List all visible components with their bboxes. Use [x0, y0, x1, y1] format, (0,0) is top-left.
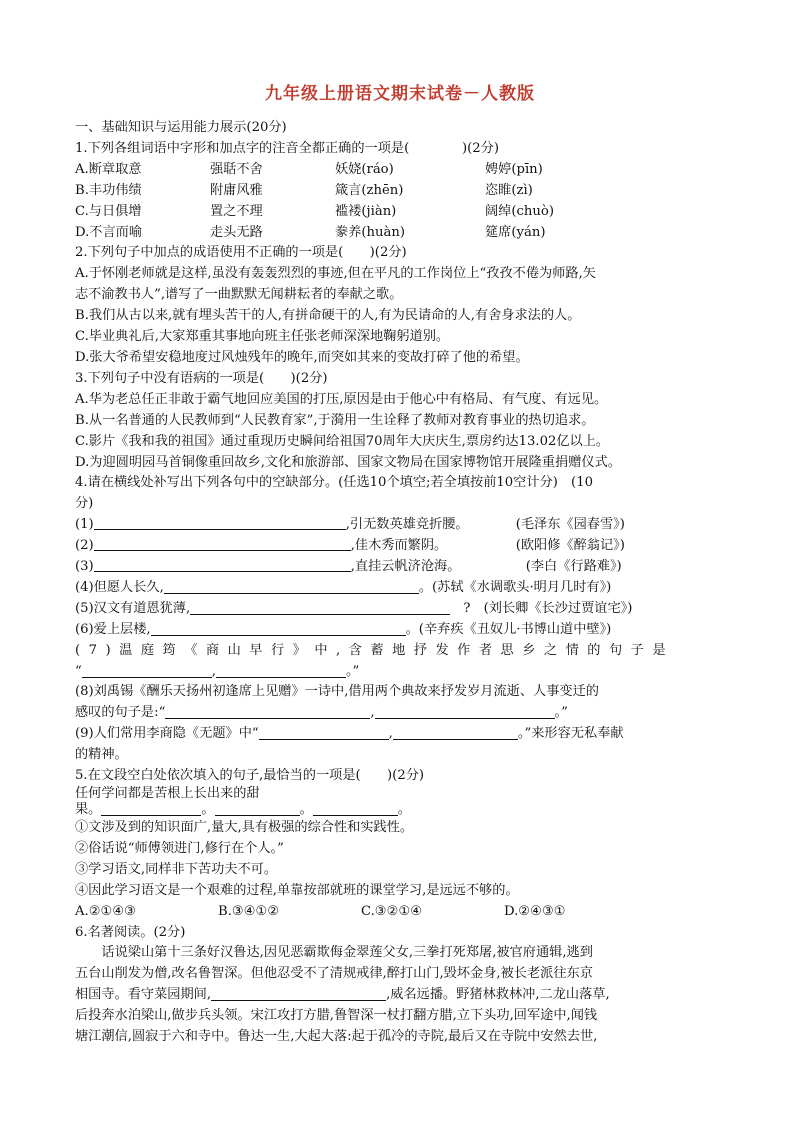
passage-line-3: 相国寺。看守菜园期间, ,威名远播。野猪林救林冲,二龙山落草, [75, 987, 610, 1003]
question-1-option-d: D.不言而喻 走头无路 豢养(huàn) 筵席(yán) [75, 224, 546, 240]
fill-item-8-line1: (8)刘禹锡《酬乐天扬州初逢席上见赠》一诗中,借用两个典故来抒发岁月流逝、人事变迁的 [75, 684, 599, 700]
question-2-option-a-line2: 志不渝教书人”,谱写了一曲默默无闻耕耘者的奉献之歌。 [75, 287, 403, 303]
passage-line-1: 话说梁山第十三条好汉鲁达,因见恶霸欺侮金翠莲父女,三拳打死郑屠,被官府通辑,逃到 [101, 945, 593, 961]
answer-blank[interactable] [375, 704, 555, 719]
question-6-stem: 6.名著阅读。(2分) [75, 924, 186, 940]
question-5-sentence-1: ①文涉及到的知识面广,量大,具有极强的综合性和实践性。 [75, 820, 414, 835]
question-2-option-c: C.毕业典礼后,大家郑重其事地向班主任张老师深深地鞠躬道别。 [75, 329, 450, 345]
exam-page [75, 82, 725, 1048]
page-title: 九年级上册语文期末试卷－人教版 [265, 84, 535, 104]
answer-blank[interactable] [215, 801, 300, 816]
answer-blank[interactable] [82, 663, 212, 678]
answer-blank[interactable] [216, 663, 346, 678]
question-5-stem: 5.在文段空白处依次填入的句子,最恰当的一项是( )(2分) [75, 768, 425, 784]
question-3-option-a: A.华为老总任正非敢于霸气地回应美国的打压,原因是由于他心中有格局、有气度、有远见。 [75, 391, 608, 407]
fill-item-9-line2: 的精神。 [75, 747, 128, 763]
question-1-option-a: A.断章取意 强聒不舍 妖娆(ráo) 娉婷(pīn) [75, 161, 543, 177]
question-1-option-b: B.丰功伟绩 附庸风雅 箴言(zhēn) 恣睢(zì) [75, 182, 533, 198]
question-4-stem-cont: 分) [75, 496, 94, 512]
fill-item-7-line2: “ , 。” [75, 663, 360, 679]
question-5-sentence-4: ④因此学习语文是一个艰难的过程,单靠按部就班的课堂学习,是远远不够的。 [75, 882, 519, 898]
question-2-option-b: B.我们从古以来,就有埋头苦干的人,有拼命硬干的人,有为民请命的人,有舍身求法的人。 [75, 308, 581, 324]
question-5-sentence-3: ③学习语文,同样非下苦功夫不可。 [75, 861, 278, 877]
fill-item-6: (6)爱上层楼, 。(辛弃疾《丑奴儿·书博山道中壁》) [75, 621, 612, 637]
answer-blank[interactable] [164, 579, 419, 594]
question-1-stem: 1.下列各组词语中字形和加点字的注音全都正确的一项是( )(2分) [75, 140, 499, 156]
fill-item-4: (4)但愿人长久, 。(苏轼《水调歌头·明月几时有》) [75, 579, 612, 595]
passage-line-4: 后投奔水泊梁山,做步兵头领。宋江攻打方腊,鲁智深一杖打翻方腊,立下头功,回军途中,闻钱 [75, 1008, 598, 1024]
question-5-text: 任何学问都是苦根上长出来的甜 [75, 786, 260, 801]
answer-blank[interactable] [190, 600, 450, 615]
question-3-option-d: D.为迎圆明园马首铜像重回故乡,文化和旅游部、国家文物局在国家博物馆开展隆重捐赠仪式。 [75, 454, 621, 470]
fill-item-9-line1: (9)人们常用李商隐《无题》中“ , 。”来形容无私奉献 [75, 726, 624, 742]
answer-blank[interactable] [101, 801, 201, 816]
fill-item-1: (1) ,引无数英雄竞折腰。 (毛泽东《园春雪》) [75, 517, 625, 533]
question-3-option-c: C.影片《我和我的祖国》通过重现历史瞬间给祖国70周年大庆庆生,票房约达13.02亿以上。 [75, 433, 610, 449]
section-heading: 一、基础知识与运用能力展示(20分) [75, 120, 287, 135]
answer-blank[interactable] [94, 515, 346, 530]
question-2-option-a-line1: A.于怀刚老师就是这样,虽没有轰轰烈烈的事迹,但在平凡的工作岗位上“孜孜不倦为师路,矢 [75, 266, 596, 282]
fill-item-3: (3) ,直挂云帆济沧海。 (李白《行路难》) [75, 559, 622, 575]
question-5-options: A.②①④③ B.③④①② C.③②①④ D.②④③① [75, 903, 566, 919]
answer-blank[interactable] [151, 621, 406, 636]
answer-blank[interactable] [94, 557, 351, 572]
question-3-stem: 3.下列句子中没有语病的一项是( )(2分) [75, 370, 328, 386]
answer-blank[interactable] [313, 801, 398, 816]
fill-item-7-line1: (7)温庭筠《商山早行》中,含蓄地抒发作者思乡之情的句子是 [75, 642, 675, 658]
question-2-stem: 2.下列句子中加点的成语使用不正确的一项是( )(2分) [75, 245, 407, 261]
answer-blank[interactable] [211, 986, 386, 1001]
passage-line-2: 五台山削发为僧,改名鲁智深。但他忍受不了清规戒律,醉打山门,毁坏金身,被长老派往东京 [75, 966, 593, 982]
passage-line-5: 塘江潮信,圆寂于六和寺中。鲁达一生,大起大落:起于孤冷的寺院,最后又在寺院中安然去世, [75, 1029, 598, 1045]
fill-item-5: (5)汉文有道恩犹薄, ? (刘长卿《长沙过贾谊宅》) [75, 600, 633, 616]
question-5-sentence-2: ②俗话说“师傅领进门,修行在个人。” [75, 840, 284, 856]
answer-blank[interactable] [94, 536, 351, 551]
question-4-stem: 4.请在横线处补写出下列各句中的空缺部分。(任选10个填空;若全填按前10空计分) (10 [75, 475, 593, 491]
answer-blank[interactable] [165, 704, 370, 719]
question-2-option-d: D.张大爷希望安稳地度过风烛残年的晚年,而突如其来的变故打碎了他的希望。 [75, 349, 529, 365]
fill-item-2: (2) ,佳木秀而繁阴。 (欧阳修《醉翁记》) [75, 538, 625, 554]
question-5-blanks: 果。 。 。 。 [75, 802, 411, 817]
fill-item-8-line2: 感叹的句子是:“ , 。” [75, 705, 568, 721]
answer-blank[interactable] [259, 725, 389, 740]
answer-blank[interactable] [393, 725, 518, 740]
question-1-option-c: C.与日俱增 置之不理 褴褛(jiàn) 阔绰(chuò) [75, 203, 554, 219]
question-3-option-b: B.从一名普通的人民教师到“人民教育家”,于漪用一生诠释了教师对教育事业的热切追求。 [75, 412, 595, 428]
